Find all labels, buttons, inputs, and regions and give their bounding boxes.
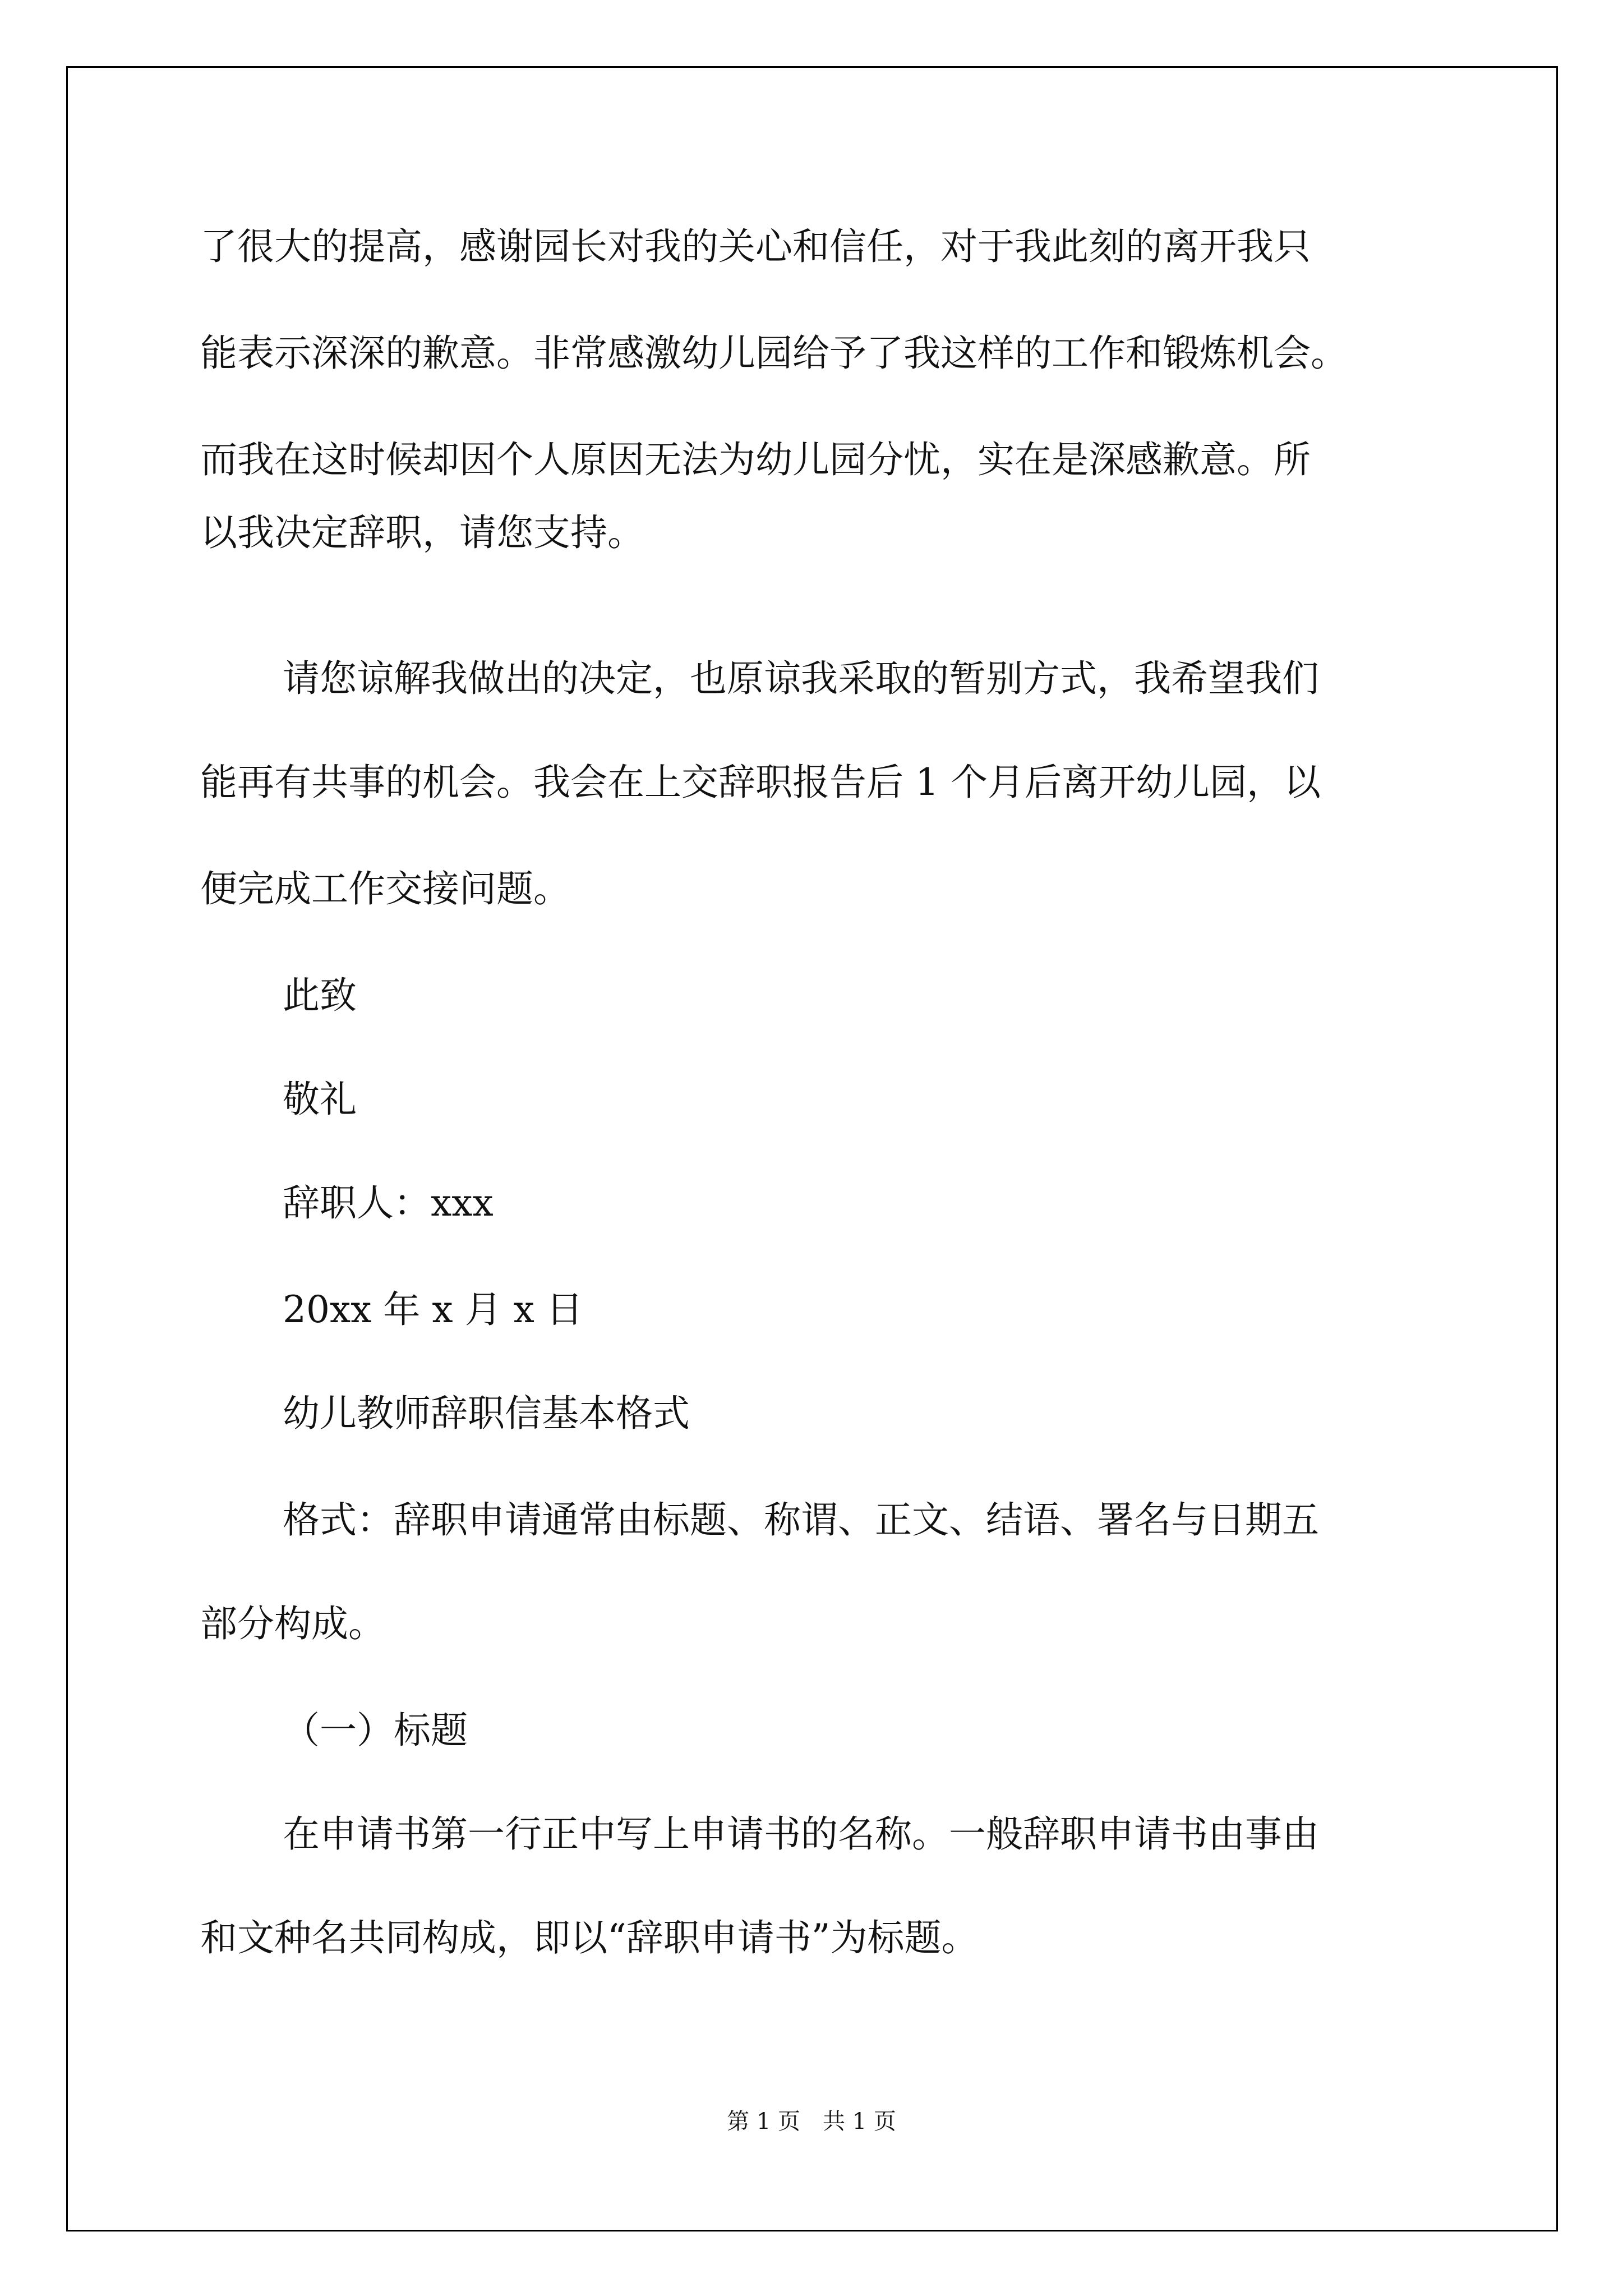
- text-line: 和文种名共同构成，即以“辞职申请书”为标题。: [200, 1916, 979, 1959]
- page-border: [66, 66, 1558, 2231]
- text-line: 幼儿教师辞职信基本格式: [283, 1392, 690, 1435]
- text-line: 辞职人：xxx: [283, 1181, 494, 1225]
- text-line: 请您谅解我做出的决定，也原谅我采取的暂别方式，我希望我们: [283, 657, 1319, 700]
- text-line: 此致: [283, 974, 357, 1017]
- text-line: （一）标题: [283, 1709, 468, 1752]
- text-line: 以我决定辞职，请您支持。: [200, 511, 644, 554]
- text-line: 敬礼: [283, 1078, 357, 1121]
- text-line: 便完成工作交接问题。: [200, 867, 570, 910]
- text-line: 而我在这时候却因个人原因无法为幼儿园分忧，实在是深感歉意。所: [200, 438, 1311, 481]
- text-line: 在申请书第一行正中写上申请书的名称。一般辞职申请书由事由: [283, 1812, 1319, 1856]
- text-line: 20xx 年 x 月 x 日: [283, 1288, 583, 1331]
- text-line: 部分构成。: [200, 1602, 385, 1645]
- text-line: 能表示深深的歉意。非常感激幼儿园给予了我这样的工作和锻炼机会。: [200, 332, 1348, 375]
- page-number-footer: 第 1 页 共 1 页: [727, 2109, 896, 2134]
- text-line: 了很大的提高，感谢园长对我的关心和信任，对于我此刻的离开我只: [200, 225, 1311, 268]
- text-line: 格式：辞职申请通常由标题、称谓、正文、结语、署名与日期五: [283, 1498, 1319, 1542]
- text-line: 能再有共事的机会。我会在上交辞职报告后 1 个月后离开幼儿园，以: [200, 761, 1321, 804]
